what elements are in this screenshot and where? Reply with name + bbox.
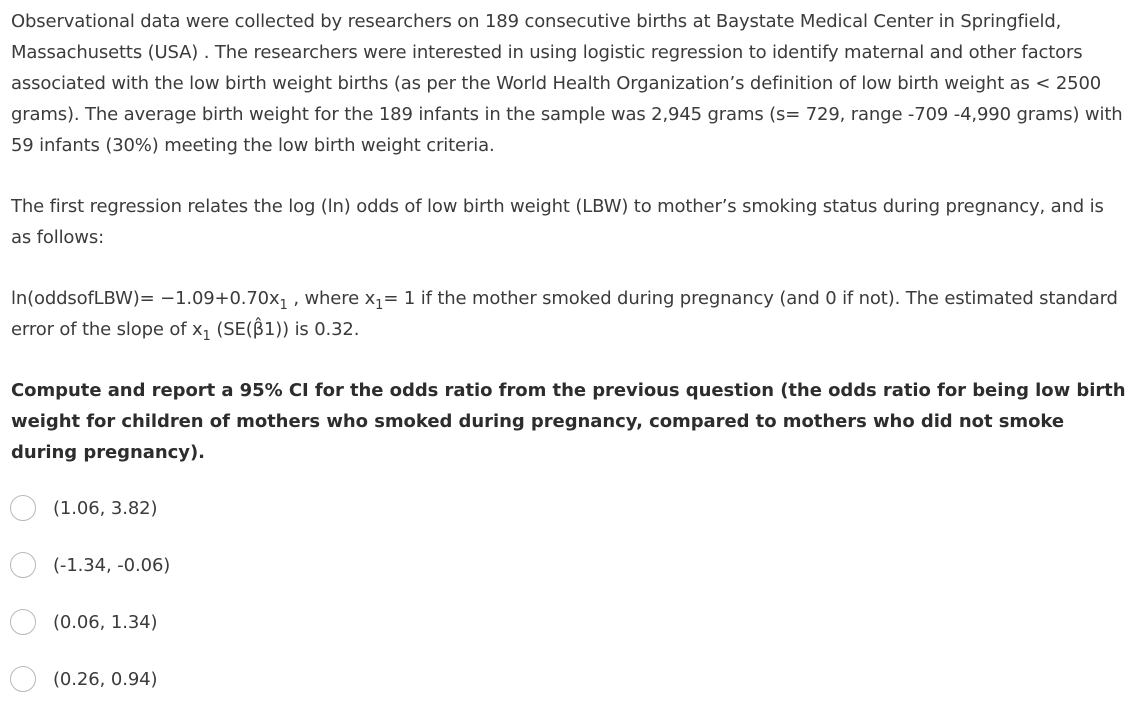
answer-option-3[interactable] bbox=[10, 604, 170, 640]
answer-option-label: (-1.34, -0.06) bbox=[53, 554, 171, 576]
radio-button-icon[interactable] bbox=[10, 609, 36, 635]
answer-option-1[interactable] bbox=[10, 490, 170, 526]
answer-option-label: (0.26, 0.94) bbox=[53, 668, 158, 690]
answer-option-4[interactable] bbox=[10, 661, 170, 697]
radio-button-icon[interactable] bbox=[10, 666, 36, 692]
answer-option-label: (0.06, 1.34) bbox=[53, 611, 158, 633]
answer-option-2[interactable] bbox=[10, 547, 170, 583]
equation-subscript-3: 1 bbox=[202, 329, 211, 344]
equation-subscript-2: 1 bbox=[375, 298, 384, 313]
equation-part-3: = 1 if the mother smoked during pregnancy (and 0 if not). The estimated standard error of the slope of x bbox=[11, 288, 1118, 340]
intro-paragraph: Observational data were collected by researchers on 189 consecutive births at Baystate Medical Center in Springfield, Massachusetts (USA) . The researchers were interested in using logistic regression to identify maternal and other factors associated with the low birth weight births (as per the World Health Organization’s definition of low birth weight as < 2500 grams). The average birth weight for the 189 infants in the sample was 2,945 grams (s= 729, range -709 -4,990 grams) with 59 infants (30%) meeting the low birth weight criteria. bbox=[11, 11, 1123, 156]
equation-paragraph bbox=[11, 283, 1129, 345]
equation-part-2: , where x bbox=[287, 288, 376, 309]
question-prompt: Compute and report a 95% CI for the odds ratio from the previous question (the odds ratio for being low birth weight for children of mothers who smoked during pregnancy, compared to mothers who did not smoke during pregnancy). bbox=[11, 380, 1126, 463]
equation-subscript-1: 1 bbox=[279, 298, 288, 313]
equation-part-1: ln(oddsofLBW)= −1.09+0.70x bbox=[11, 288, 280, 309]
equation-part-4: (SE(β̂1)) is 0.32. bbox=[210, 319, 360, 340]
answer-option-label: (1.06, 3.82) bbox=[53, 497, 158, 519]
answer-options bbox=[10, 490, 170, 718]
radio-button-icon[interactable] bbox=[10, 495, 36, 521]
radio-button-icon[interactable] bbox=[10, 552, 36, 578]
regression-intro-paragraph: The first regression relates the log (ln) odds of low birth weight (LBW) to mother’s smoking status during pregnancy, and is as follows: bbox=[11, 196, 1104, 248]
